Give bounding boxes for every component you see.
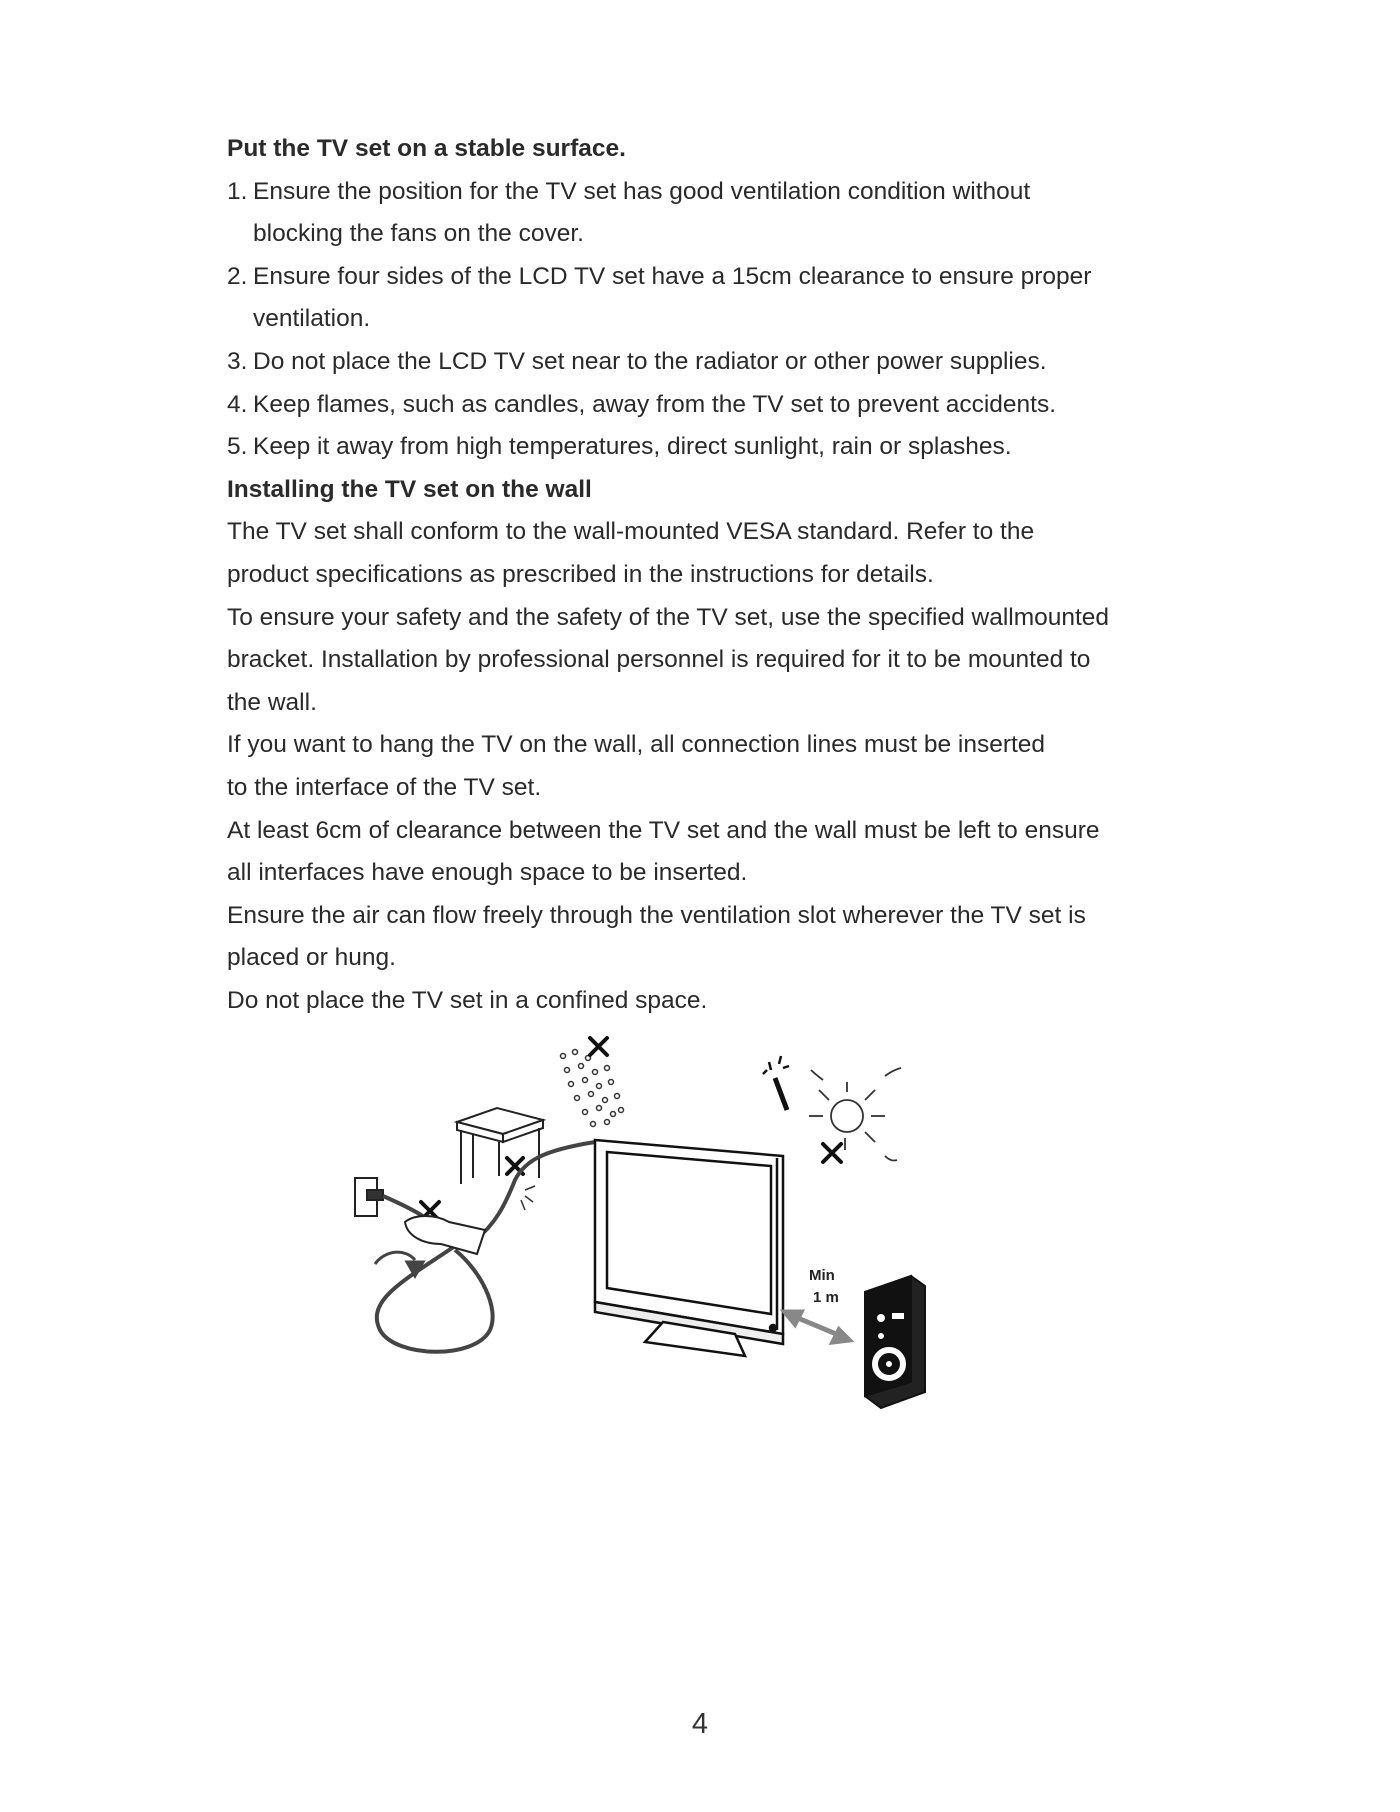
power-cable xyxy=(377,1142,595,1352)
paragraph-line: At least 6cm of clearance between the TV set and the wall must be left to ensure xyxy=(227,816,1100,844)
paragraph-line: bracket. Installation by professional personnel is required for it to be mounted to xyxy=(227,646,1091,674)
list-number: 5. xyxy=(227,433,248,461)
rain-icon xyxy=(561,1050,624,1127)
list-text: Do not place the LCD TV set near to the radiator or other power supplies. xyxy=(253,347,1047,375)
paragraph-line: all interfaces have enough space to be inserted. xyxy=(227,859,748,887)
distance-label: 1 m xyxy=(813,1289,839,1306)
paragraph-line: The TV set shall conform to the wall-mounted VESA standard. Refer to the xyxy=(227,518,1035,546)
list-number: 4. xyxy=(227,390,248,418)
paragraph-line: the wall. xyxy=(227,688,317,716)
cross-mark-icon xyxy=(823,1144,841,1162)
list-item-2 xyxy=(227,256,1127,341)
paragraph-line: To ensure your safety and the safety of the TV set, use the specified wallmounted xyxy=(227,603,1110,631)
wall-outlet-icon xyxy=(355,1178,383,1216)
curved-arrow-icon xyxy=(375,1252,423,1276)
list-text: Ensure the position for the TV set has good ventilation condition without blocking the fans on the cover. xyxy=(253,177,1031,248)
list-number: 3. xyxy=(227,347,248,375)
paragraph-line: Ensure the air can flow freely through the ventilation slot wherever the TV set is xyxy=(227,901,1086,929)
list-item-5 xyxy=(227,426,1127,469)
min-label: Min xyxy=(809,1267,835,1284)
table-icon xyxy=(457,1108,543,1184)
page-number: 4 xyxy=(691,1708,709,1740)
paragraph-line: placed or hung. xyxy=(227,944,396,972)
list-number: 1. xyxy=(227,177,248,205)
spark-icon xyxy=(521,1186,535,1210)
cross-mark-icon xyxy=(590,1038,607,1055)
list-item-1 xyxy=(227,171,1127,256)
illustration-svg xyxy=(345,1030,945,1430)
tv-illustration xyxy=(595,1140,783,1356)
section-heading-wall-install: Installing the TV set on the wall xyxy=(227,475,592,503)
section-heading-stable-surface: Put the TV set on a stable surface. xyxy=(227,135,626,162)
paragraph-line: Do not place the TV set in a confined space. xyxy=(227,986,708,1014)
speaker-icon xyxy=(865,1276,925,1408)
list-text: Keep it away from high temperatures, direct sunlight, rain or splashes. xyxy=(253,433,1012,461)
paragraph-line: If you want to hang the TV on the wall, all connection lines must be inserted xyxy=(227,731,1046,759)
hand-icon xyxy=(405,1216,485,1254)
page-content xyxy=(227,128,1127,1022)
list-number: 2. xyxy=(227,262,248,290)
distance-arrow xyxy=(785,1312,849,1342)
list-text: Ensure four sides of the LCD TV set have a 15cm clearance to ensure proper ventilation. xyxy=(253,262,1092,333)
paragraph-line: to the interface of the TV set. xyxy=(227,773,542,801)
placement-illustration xyxy=(345,1030,945,1430)
paragraph-line: product specifications as prescribed in the instructions for details. xyxy=(227,560,934,588)
list-item-3 xyxy=(227,341,1127,384)
list-item-4 xyxy=(227,384,1127,427)
list-text: Keep flames, such as candles, away from the TV set to prevent accidents. xyxy=(253,390,1057,418)
candle-icon xyxy=(763,1056,789,1110)
